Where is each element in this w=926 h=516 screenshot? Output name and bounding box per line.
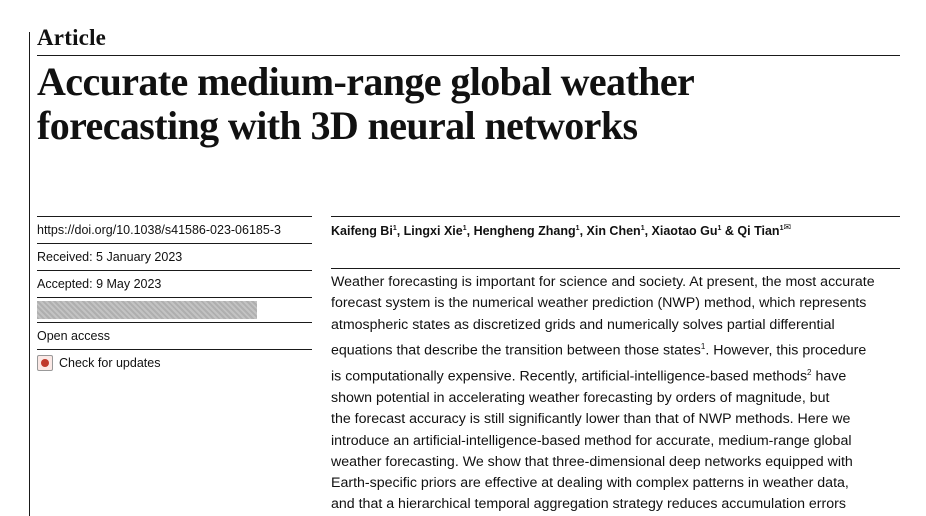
received-date: Received: 5 January 2023 bbox=[37, 243, 312, 270]
abstract-line: Weather forecasting is important for science and society. At present, the most accurate bbox=[331, 274, 875, 290]
redaction-bar bbox=[37, 301, 257, 319]
author-name[interactable]: Qi Tian bbox=[737, 224, 780, 239]
section-label: Article bbox=[37, 25, 107, 50]
author-separator: , bbox=[644, 224, 652, 239]
author-name[interactable]: Xin Chen bbox=[586, 224, 641, 239]
check-for-updates-link[interactable] bbox=[37, 349, 312, 376]
article-title bbox=[37, 60, 907, 148]
abstract-line: shown potential in accelerating weather forecasting by orders of magnitude, but bbox=[331, 389, 830, 406]
abstract-text: equations that describe the transition between those states bbox=[331, 342, 701, 359]
check-updates-label: Check for updates bbox=[59, 356, 161, 370]
affiliation-ref: 1 bbox=[462, 225, 467, 232]
abstract-line: introduce an artificial-intelligence-based method for accurate, medium-range global bbox=[331, 432, 852, 449]
envelope-icon[interactable]: ✉ bbox=[783, 222, 792, 232]
author-name[interactable]: Xiaotao Gu bbox=[651, 224, 718, 239]
authors-rule bbox=[331, 216, 900, 217]
abstract bbox=[331, 272, 906, 516]
abstract-text: . However, this procedure bbox=[705, 342, 867, 359]
affiliation-ref: 1 bbox=[392, 225, 397, 232]
abstract-line: and that a hierarchical temporal aggregation strategy reduces accumulation errors bbox=[331, 496, 846, 513]
affiliation-ref: 1 bbox=[640, 225, 645, 232]
citation-ref[interactable]: 2 bbox=[807, 367, 812, 377]
abstract-line: Earth-specific priors are effective at dealing with complex patterns in weather data, bbox=[331, 475, 849, 492]
abstract-line: weather forecasting. We show that three-dimensional deep networks equipped with bbox=[331, 453, 853, 470]
title-line-1: Accurate medium-range global weather bbox=[37, 59, 695, 104]
abstract-line bbox=[331, 362, 906, 388]
abstract-line: the forecast accuracy is still significantly lower than that of NWP methods. Here we bbox=[331, 411, 851, 428]
abstract-rule bbox=[331, 268, 900, 269]
author-separator: , bbox=[466, 224, 474, 239]
citation-ref[interactable]: 1 bbox=[700, 341, 706, 351]
author-separator: & bbox=[721, 224, 738, 239]
redacted-field bbox=[37, 297, 312, 322]
abstract-line bbox=[331, 336, 906, 362]
affiliation-ref: 1 bbox=[717, 225, 722, 232]
title-line-2: forecasting with 3D neural networks bbox=[37, 103, 638, 148]
abstract-line: forecast system is the numerical weather prediction (NWP) method, which represents bbox=[331, 295, 867, 312]
title-rule bbox=[37, 55, 900, 56]
author-name[interactable]: Hengheng Zhang bbox=[473, 224, 576, 239]
check-updates-icon bbox=[37, 355, 53, 371]
abstract-line: atmospheric states as discretized grids and numerically solves partial differential bbox=[331, 316, 835, 333]
author-separator: , bbox=[396, 224, 404, 239]
author-list bbox=[331, 222, 791, 238]
author-name[interactable]: Lingxi Xie bbox=[403, 224, 463, 239]
affiliation-ref: 1 bbox=[779, 225, 784, 232]
author-name[interactable]: Kaifeng Bi bbox=[331, 224, 393, 239]
doi-link[interactable]: https://doi.org/10.1038/s41586-023-06185-3 bbox=[37, 216, 312, 243]
accepted-date: Accepted: 9 May 2023 bbox=[37, 270, 312, 297]
affiliation-ref: 1 bbox=[575, 225, 580, 232]
article-metadata bbox=[37, 216, 312, 376]
abstract-text: have bbox=[811, 368, 847, 385]
open-access-label: Open access bbox=[37, 322, 312, 349]
author-separator: , bbox=[579, 224, 587, 239]
abstract-text: is computationally expensive. Recently, artificial-intelligence-based methods bbox=[331, 368, 808, 385]
left-margin-rule bbox=[29, 32, 30, 516]
